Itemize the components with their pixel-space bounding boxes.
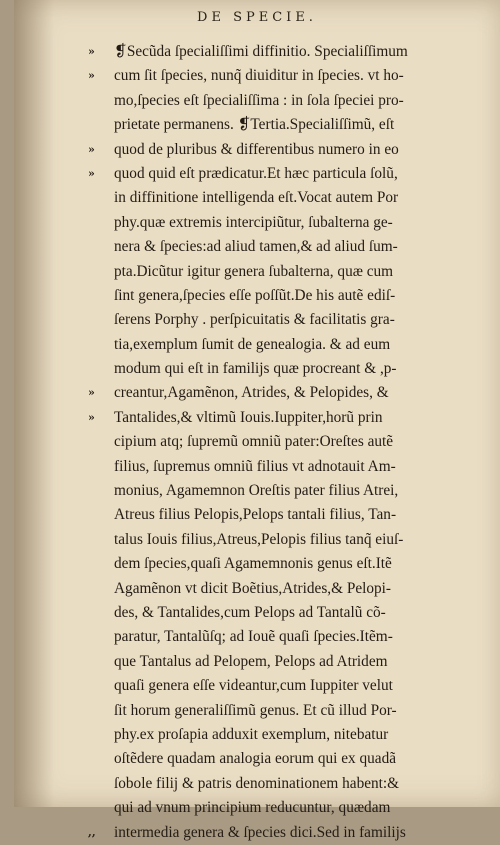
text-line bbox=[14, 430, 500, 454]
text-line bbox=[14, 552, 500, 576]
line-text: talus Iouis filius,Atreus,Pelopis filius tanq̃ eiuſ- bbox=[114, 530, 404, 548]
running-header: DE SPECIE. bbox=[197, 10, 317, 25]
book-page bbox=[14, 0, 500, 841]
text-line bbox=[14, 406, 500, 430]
text-line bbox=[14, 308, 500, 332]
text-line bbox=[14, 89, 500, 113]
line-text: dem ſpecies,quaſi Agamemnonis genus eſt.Itẽ bbox=[114, 555, 392, 573]
line-text: nera & ſpecies:ad aliud tamen,& ad aliud ſum- bbox=[114, 238, 398, 256]
line-text: des, & Tantalides,cum Pelops ad Tantalũ cõ- bbox=[114, 603, 386, 621]
line-text: creantur,Agamẽnon, Atrides, & Pelopides, & bbox=[114, 384, 389, 402]
text-line bbox=[14, 601, 500, 625]
line-text: tia,exemplum ſumit de genealogia. & ad eum bbox=[114, 335, 391, 353]
line-text: Tantalides,& vltimũ Iouis.Iuppiter,horũ prin bbox=[114, 408, 383, 426]
line-text: cum ſit ſpecies, nunq̃ diuiditur in ſpecies. vt ho- bbox=[114, 67, 404, 85]
text-line bbox=[14, 674, 500, 698]
text-line bbox=[14, 357, 500, 381]
line-text: modum qui eſt in familijs quæ procreant & ,p- bbox=[114, 360, 397, 378]
text-line bbox=[14, 113, 500, 137]
line-text: Atreus filius Pelopis,Pelops tantali filius, Tan- bbox=[114, 506, 397, 524]
line-text: prietate permanens. ❡Tertia.Specialiſſimũ, eſt bbox=[114, 116, 395, 134]
line-text: ſit horum generaliſſimũ genus. Et cũ illud Por- bbox=[114, 701, 397, 719]
text-line bbox=[14, 284, 500, 308]
line-text: quaſi genera eſſe videantur,cum Iuppiter velut bbox=[114, 677, 393, 695]
line-text: quod de pluribus & differentibus numero in eo bbox=[114, 140, 399, 158]
text-line bbox=[14, 699, 500, 723]
text-line bbox=[14, 162, 500, 186]
line-text: in diffinitione intelligenda eſt.Vocat autem Por bbox=[114, 189, 399, 207]
text-line bbox=[14, 333, 500, 357]
text-line bbox=[14, 455, 500, 479]
line-text: pta.Dicũtur igitur genera ſubalterna, quæ cum bbox=[114, 262, 394, 280]
line-text: intermedia genera & ſpecies dici.Sed in familijs bbox=[114, 823, 406, 841]
text-line bbox=[14, 528, 500, 552]
text-line bbox=[14, 235, 500, 259]
line-text: phy.quæ extremis intercipiũtur, ſubalterna ge- bbox=[114, 213, 393, 231]
line-text: monius, Agamemnon Oreſtis pater filius Atrei, bbox=[114, 482, 399, 500]
margin-marker: » bbox=[88, 69, 95, 83]
text-line bbox=[14, 821, 500, 845]
text-line bbox=[14, 577, 500, 601]
text-body bbox=[14, 40, 500, 845]
line-text: ſobole filij & patris denominationem habent:& bbox=[114, 774, 400, 792]
text-line bbox=[14, 186, 500, 210]
text-line bbox=[14, 650, 500, 674]
text-line bbox=[14, 772, 500, 796]
margin-marker: » bbox=[88, 410, 95, 424]
text-line bbox=[14, 625, 500, 649]
margin-marker: ,, bbox=[88, 825, 96, 839]
line-text: ſerens Porphy . perſpicuitatis & facilitatis gra- bbox=[114, 311, 395, 329]
line-text: filius, ſupremus omniũ filius vt adnotauit Am- bbox=[114, 457, 396, 475]
text-line bbox=[14, 64, 500, 88]
line-text: Agamẽnon vt dicit Boẽtius,Atrides,& Pelopi- bbox=[114, 579, 392, 597]
line-text: que Tantalus ad Pelopem, Pelops ad Atridem bbox=[114, 652, 388, 670]
margin-marker: » bbox=[88, 45, 95, 58]
text-line bbox=[14, 796, 500, 820]
line-text: cipium atq; ſupremũ omniũ pater:Oreſtes autẽ bbox=[114, 433, 394, 451]
line-text: oſtẽdere quadam analogia eorum qui ex quadã bbox=[114, 750, 397, 768]
text-line bbox=[14, 138, 500, 162]
text-line bbox=[14, 723, 500, 747]
margin-marker: » bbox=[88, 142, 95, 156]
text-line bbox=[14, 747, 500, 771]
margin-marker: » bbox=[88, 386, 95, 400]
line-text: paratur, Tantalũſq; ad Iouẽ quaſi ſpecies.Itẽm- bbox=[114, 628, 393, 646]
text-line bbox=[14, 503, 500, 527]
text-line bbox=[14, 260, 500, 284]
text-line bbox=[14, 40, 500, 64]
text-line bbox=[14, 211, 500, 235]
text-line bbox=[14, 381, 500, 405]
line-text: ſint genera,ſpecies eſſe poſſũt.De his autẽ ediſ- bbox=[114, 286, 396, 304]
margin-marker: » bbox=[88, 166, 95, 180]
line-text: mo,ſpecies eſt ſpecialiſſima : in ſola ſpeciei pro- bbox=[114, 91, 404, 109]
line-text: quod quid eſt prædicatur.Et hæc particula ſolũ, bbox=[114, 164, 398, 182]
text-line bbox=[14, 479, 500, 503]
line-text: qui ad vnum principium reducuntur, quædam bbox=[114, 799, 391, 817]
line-text: phy.ex proſapia adduxit exemplum, nitebatur bbox=[114, 725, 389, 743]
line-text: ❡Secũda ſpecialiſſimi diffinitio. Specialiſſimum bbox=[114, 43, 408, 60]
